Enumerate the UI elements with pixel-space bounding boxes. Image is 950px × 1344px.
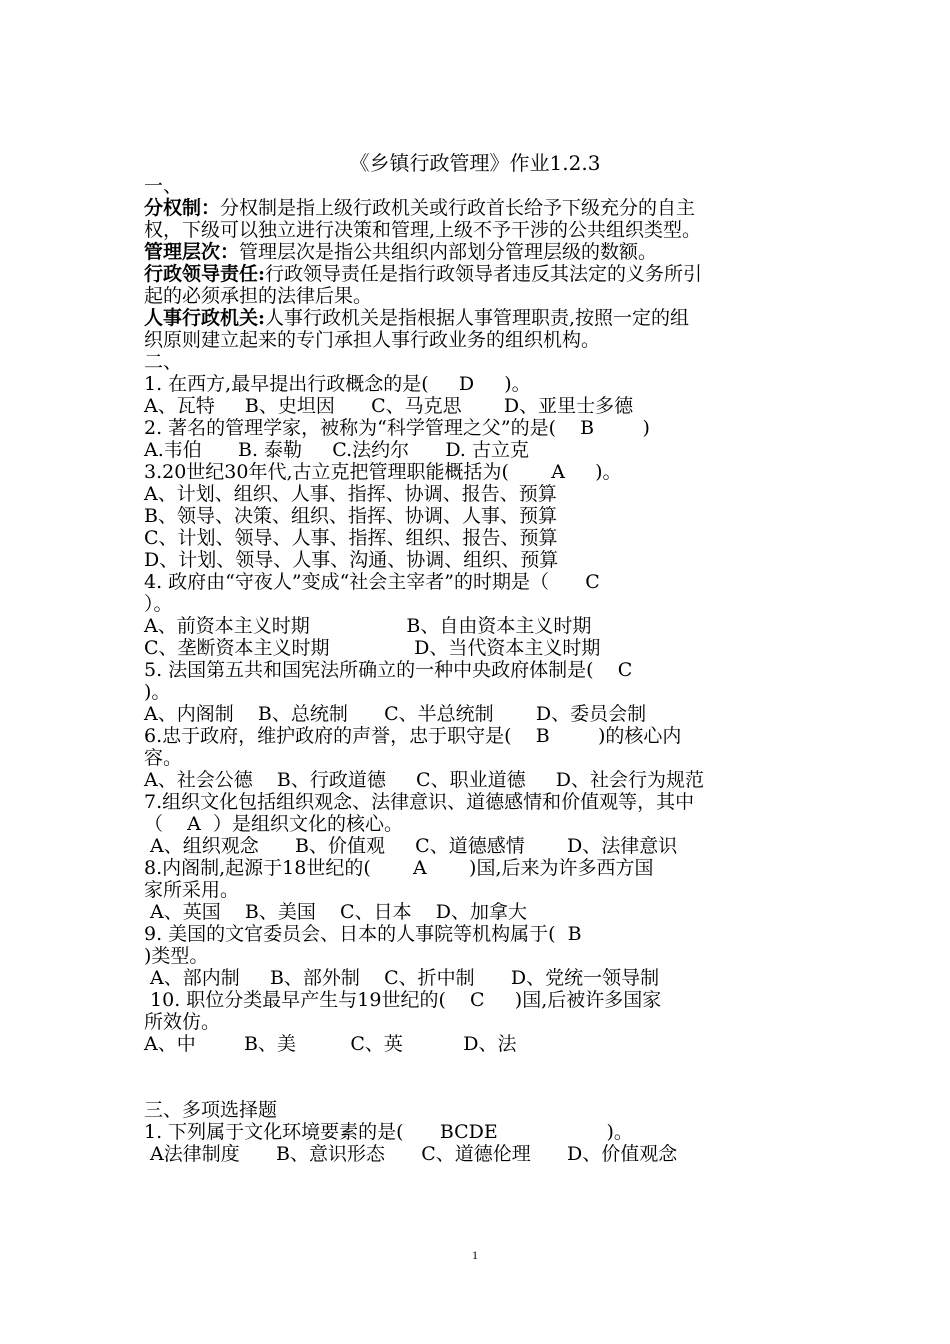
line-text: 5. 法国第五共和国宪法所确立的一种中央政府体制是( C [144, 659, 633, 681]
line-text: A、组织观念 B、价值观 C、道德感情 D、法律意识 [144, 835, 678, 857]
document-body [144, 175, 809, 1165]
term-label: 管理层次： [144, 241, 240, 263]
line-text: 6.忠于政府，维护政府的声誉，忠于职守是( B )的核心内 [144, 725, 682, 747]
text-line [144, 615, 809, 637]
line-text: A、内阁制 B、总统制 C、半总统制 D、委员会制 [144, 703, 647, 725]
line-text: C、垄断资本主义时期 D、当代资本主义时期 [144, 637, 601, 659]
line-text: C、计划、领导、人事、指挥、组织、报告、预算 [144, 527, 558, 549]
text-line [144, 417, 809, 439]
text-line [144, 1055, 809, 1077]
text-line [144, 241, 809, 263]
line-text: 7.组织文化包括组织观念、法律意识、道德感情和价值观等，其中 [144, 791, 695, 813]
text-line [144, 681, 809, 703]
text-line [144, 527, 809, 549]
line-text: 8.内阁制,起源于18世纪的( A )国,后来为许多西方国 [144, 857, 654, 879]
text-line [144, 1143, 809, 1165]
line-text: ）。 [144, 593, 173, 615]
text-line [144, 945, 809, 967]
text-line [144, 1121, 809, 1143]
line-text: A法律制度 B、意识形态 C、道德伦理 D、价值观念 [144, 1143, 678, 1165]
text-line [144, 1099, 809, 1121]
line-text: A、计划、组织、人事、指挥、协调、报告、预算 [144, 483, 557, 505]
line-text: 分权制是指上级行政机关或行政首长给予下级充分的自主 [220, 197, 696, 219]
text-line [144, 197, 809, 219]
text-line [144, 1077, 809, 1099]
text-line [144, 923, 809, 945]
text-line [144, 285, 809, 307]
text-line [144, 395, 809, 417]
term-label: 人事行政机关: [144, 307, 266, 329]
line-text: D、计划、领导、人事、沟通、协调、组织、预算 [144, 549, 559, 571]
document-title: 《乡镇行政管理》作业1.2.3 [349, 151, 601, 175]
text-line [144, 593, 809, 615]
line-text: 4. 政府由“守夜人”变成“社会主宰者”的时期是（ C [144, 571, 600, 593]
text-line [144, 1011, 809, 1033]
text-line [144, 659, 809, 681]
line-text: 1. 在西方,最早提出行政概念的是( D )。 [144, 373, 531, 395]
line-text: A、部内制 B、部外制 C、折中制 D、党统一领导制 [144, 967, 660, 989]
line-text: 行政领导责任是指行政领导者违反其法定的义务所引 [265, 263, 703, 285]
page-number: 1 [472, 1248, 478, 1262]
line-text: 权，下级可以独立进行决策和管理,上级不予干涉的公共组织类型。 [144, 219, 702, 241]
line-text: 所效仿。 [144, 1011, 221, 1033]
line-text: 人事行政机关是指根据人事管理职责,按照一定的组 [265, 307, 690, 329]
text-line [144, 747, 809, 769]
line-text: 一、 [144, 175, 183, 197]
text-line [144, 725, 809, 747]
term-label: 行政领导责任: [144, 263, 266, 285]
line-text: A、社会公德 B、行政道德 C、职业道德 D、社会行为规范 [144, 769, 705, 791]
line-text: )类型。 [144, 945, 209, 967]
text-line [144, 857, 809, 879]
text-line [144, 175, 809, 197]
term-label: 分权制： [144, 197, 221, 219]
line-text: A.韦伯 B. 泰勒 C.法约尔 D. 古立克 [144, 439, 530, 461]
text-line [144, 373, 809, 395]
line-text: 织原则建立起来的专门承担人事行政业务的组织机构。 [144, 329, 601, 351]
text-line [144, 791, 809, 813]
text-line [144, 549, 809, 571]
text-line [144, 329, 809, 351]
line-text: A、中 B、美 C、英 D、法 [144, 1033, 517, 1055]
text-line [144, 505, 809, 527]
text-line [144, 351, 809, 373]
line-text: 容。 [144, 747, 183, 769]
line-text: 家所采用。 [144, 879, 240, 901]
text-line [144, 571, 809, 593]
text-line [144, 835, 809, 857]
text-line [144, 439, 809, 461]
line-text: 2. 著名的管理学家，被称为“科学管理之父”的是( B ) [144, 417, 650, 439]
text-line [144, 263, 809, 285]
line-text: A、瓦特 B、史坦因 C、马克思 D、亚里士多德 [144, 395, 634, 417]
text-line [144, 307, 809, 329]
text-line [144, 813, 809, 835]
text-line [144, 989, 809, 1011]
line-text: 1. 下列属于文化环境要素的是( BCDE )。 [144, 1121, 633, 1143]
line-text: （ A ）是组织文化的核心。 [144, 813, 403, 835]
line-text: 二、 [144, 351, 183, 373]
line-text: A、英国 B、美国 C、日本 D、加拿大 [144, 901, 527, 923]
text-line [144, 219, 809, 241]
line-text: 10. 职位分类最早产生与19世纪的( C )国,后被许多国家 [144, 989, 662, 1011]
line-text: 起的必须承担的法律后果。 [144, 285, 373, 307]
text-line [144, 1033, 809, 1055]
text-line [144, 967, 809, 989]
text-line [144, 769, 809, 791]
line-text: 管理层次是指公共组织内部划分管理层级的数额。 [239, 241, 658, 263]
text-line [144, 879, 809, 901]
line-text: A、前资本主义时期 B、自由资本主义时期 [144, 615, 592, 637]
line-text: 3.20世纪30年代,古立克把管理职能概括为( A )。 [144, 461, 622, 483]
text-line [144, 461, 809, 483]
text-line [144, 483, 809, 505]
text-line [144, 703, 809, 725]
line-text: 三、多项选择题 [144, 1099, 278, 1121]
line-text: B、领导、决策、组织、指挥、协调、人事、预算 [144, 505, 557, 527]
text-line [144, 637, 809, 659]
line-text: )。 [144, 681, 171, 703]
text-line [144, 901, 809, 923]
line-text: 9. 美国的文官委员会、日本的人事院等机构属于( B [144, 923, 582, 945]
